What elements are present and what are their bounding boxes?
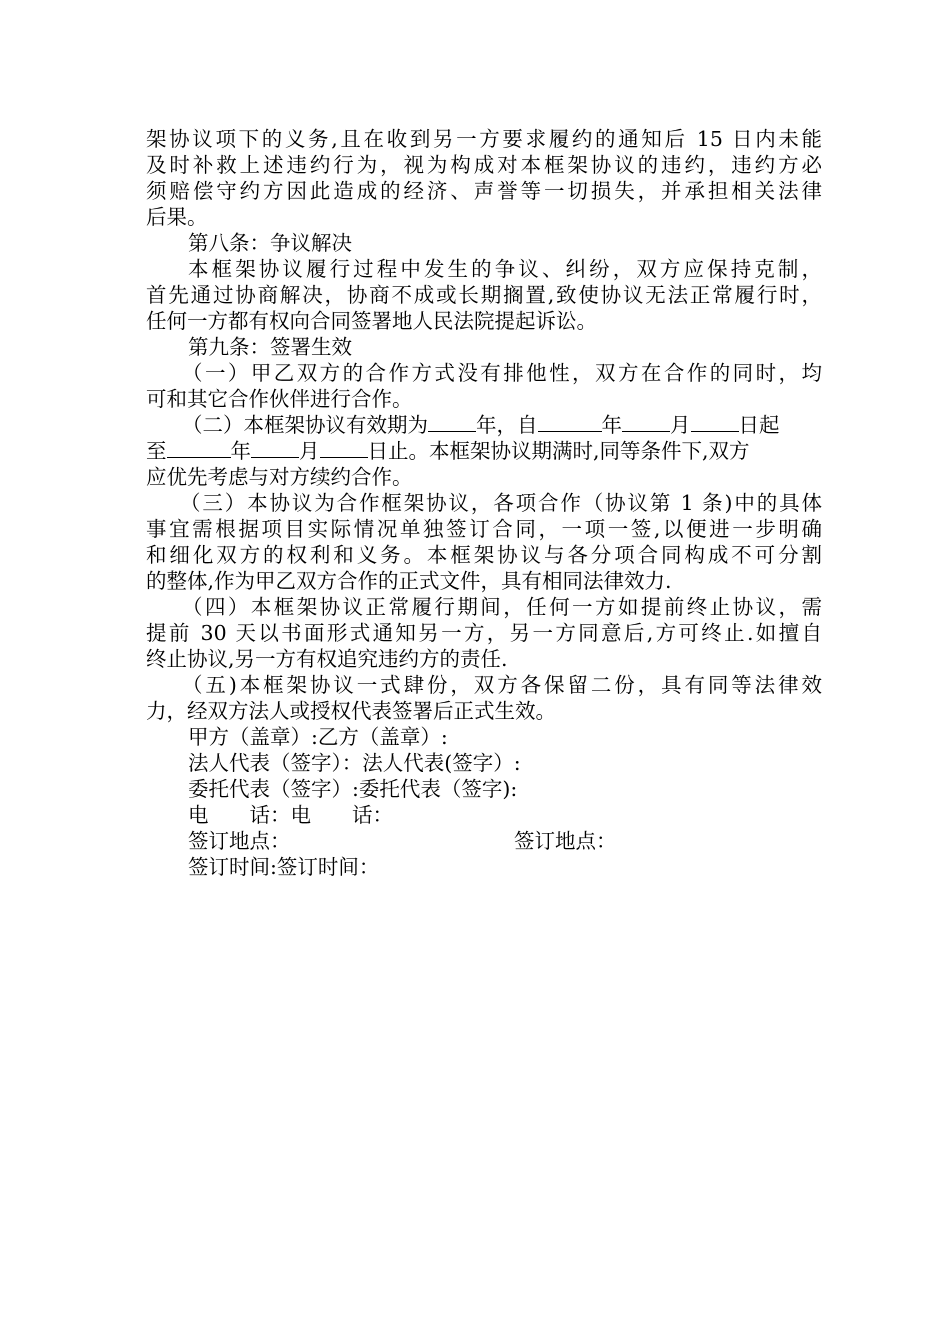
text-line [146,412,822,438]
text-line: 提前 30 天以书面形式通知另一方，另一方同意后,方可终止.如擅自 [146,621,822,645]
text-line: （四）本框架协议正常履行期间，任何一方如提前终止协议，需 [182,595,822,619]
clause-5 [146,672,822,724]
clause-1 [146,360,822,412]
text-line: 后果。 [146,205,208,229]
text-line: 力，经双方法人或授权代表签署后正式生效。 [146,699,556,723]
signature-party-line: 甲方（盖章）:乙方（盖章）: [188,725,448,749]
article-9-heading: 第九条：签署生效 [188,335,352,359]
clause-2-text: 日止。本框架协议期满时,同等条件下,双方 [367,439,750,463]
signature-agent-line: 委托代表（签字）:委托代表（签字): [188,777,518,801]
paragraph-continuation [146,126,822,230]
signature-place-b: 签订地点： [514,829,617,853]
text-line: 及时补救上述违约行为，视为构成对本框架协议的违约，违约方必 [146,153,822,177]
signature-place-a: 签订地点： [188,829,291,853]
clause-2-text: 年 [230,439,251,463]
clause-2-text: 年 [601,413,622,437]
clause-2-text: （二）本框架协议有效期为 [182,413,428,437]
text-line: （三）本协议为合作框架协议，各项合作（协议第 1 条)中的具体 [180,491,822,515]
signature-time-line: 签订时间:签订时间： [188,855,380,879]
clause-2-text: 至 [146,439,167,463]
blank-end-month [251,439,299,458]
document-body [146,126,822,880]
clause-2-text: 日起 [738,413,780,437]
text-line [146,438,822,464]
text-line: 终止协议,另一方有权追究违约方的责任. [146,647,508,671]
text-line: 事宜需根据项目实际情况单独签订合同，一项一签,以便进一步明确 [146,517,822,541]
text-line: 架协议项下的义务,且在收到另一方要求履约的通知后 15 日内未能 [146,127,822,151]
text-line: （五)本框架协议一式肆份，双方各保留二份，具有同等法律效 [182,673,822,697]
text-line: 的整体,作为甲乙双方合作的正式文件，具有相同法律效力. [146,569,672,593]
blank-start-day [691,413,739,432]
blank-end-year [167,439,231,458]
text-line: 须赔偿守约方因此造成的经济、声誉等一切损失，并承担相关法律 [146,179,822,203]
signature-place-line [146,828,822,854]
signature-block [146,724,822,880]
text-line: 任何一方都有权向合同签署地人民法院提起诉讼。 [146,309,597,333]
signature-phone-line: 电 话：电 话： [188,803,393,827]
article-8-heading: 第八条：争议解决 [188,231,352,255]
blank-years [428,413,476,432]
clause-2-text: 月 [670,413,691,437]
blank-start-year [538,413,602,432]
clause-2-text: 月 [299,439,320,463]
article-8-body [146,256,822,334]
text-line: 应优先考虑与对方续约合作。 [146,465,413,489]
clause-4 [146,594,822,672]
blank-start-month [622,413,670,432]
text-line: 本框架协议履行过程中发生的争议、纠纷，双方应保持克制， [188,257,822,281]
text-line: 可和其它合作伙伴进行合作。 [146,387,413,411]
clause-2 [146,412,822,490]
clause-2-text: 年，自 [476,413,538,437]
text-line: 首先通过协商解决，协商不成或长期搁置,致使协议无法正常履行时， [146,283,822,307]
text-line: （一）甲乙双方的合作方式没有排他性，双方在合作的同时，均 [182,361,822,385]
signature-legal-rep-line: 法人代表（签字）：法人代表(签字）: [188,751,521,775]
blank-end-day [320,439,368,458]
clause-3 [146,490,822,594]
text-line: 和细化双方的权利和义务。本框架协议与各分项合同构成不可分割 [146,543,822,567]
